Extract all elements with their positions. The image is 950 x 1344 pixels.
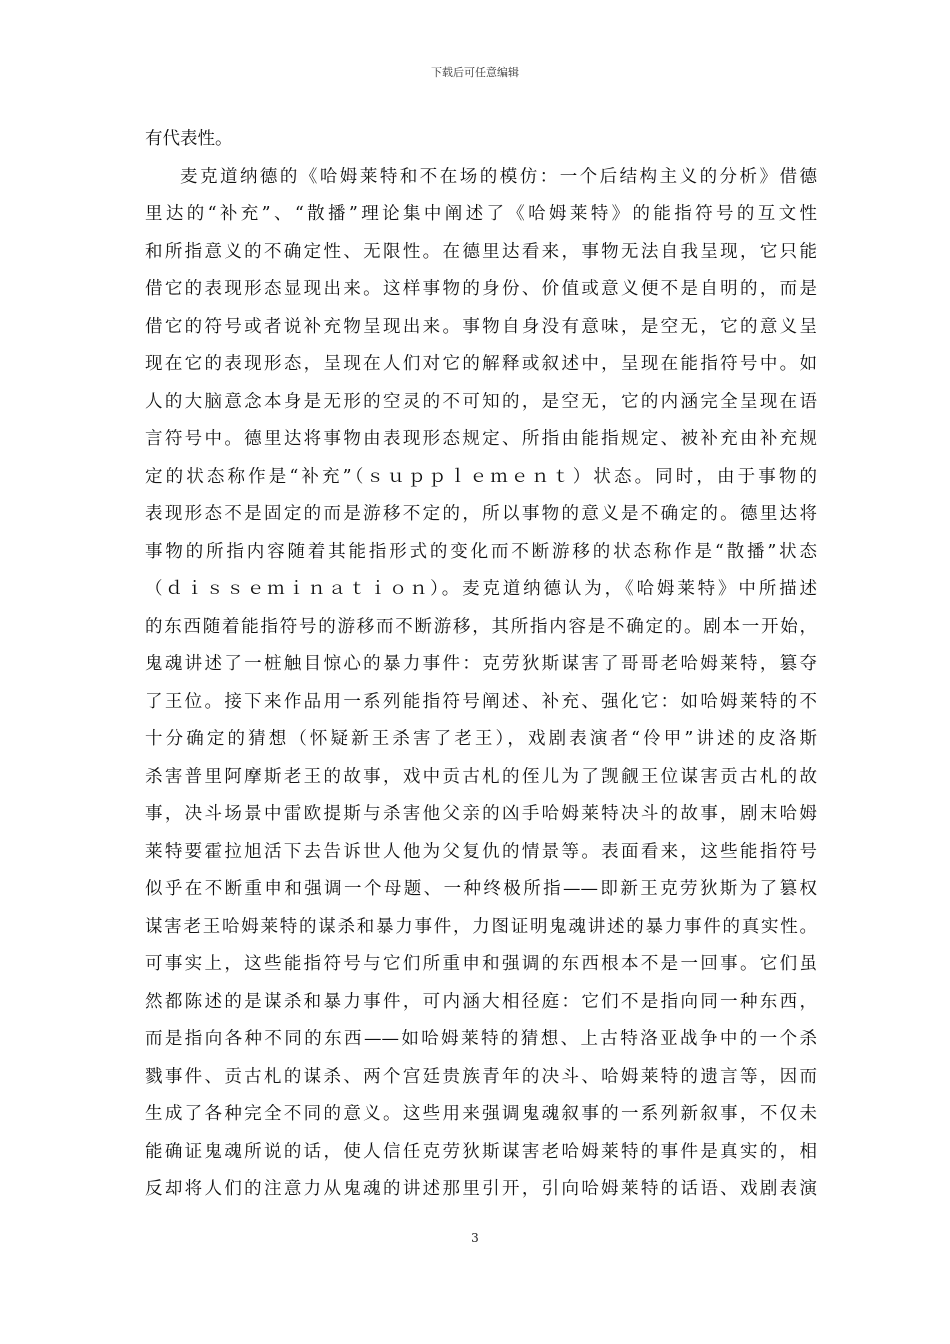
text-line: 里达的“补充”、“散播”理论集中阐述了《哈姆莱特》的能指符号的互文性 xyxy=(145,204,817,224)
text-line: 有代表性。 xyxy=(145,129,233,149)
text-line: 鬼魂讲述了一桩触目惊心的暴力事件：克劳狄斯谋害了哥哥老哈姆莱特，篡夺 xyxy=(145,654,817,674)
text-line: 现在它的表现形态，呈现在人们对它的解释或叙述中，呈现在能指符号中。如 xyxy=(145,354,817,374)
text-line: 莱特要霍拉旭活下去告诉世人他为父复仇的情景等。表面看来，这些能指符号 xyxy=(145,841,817,862)
text-line: 戮事件、贡古札的谋杀、两个宫廷贵族青年的决斗、哈姆莱特的遗言等，因而 xyxy=(145,1066,817,1087)
text-line: 事，决斗场景中雷欧提斯与杀害他父亲的凶手哈姆莱特决斗的故事，剧末哈姆 xyxy=(145,804,817,824)
text-line: 了王位。接下来作品用一系列能指符号阐述、补充、强化它：如哈姆莱特的不 xyxy=(145,691,817,712)
text-line: 杀害普里阿摩斯老王的故事，戏中贡古札的侄儿为了觊觎王位谋害贡古札的故 xyxy=(145,766,817,787)
text-line: 能确证鬼魂所说的话，使人信任克劳狄斯谋害老哈姆莱特的事件是真实的，相 xyxy=(145,1141,817,1162)
text-line: 谋害老王哈姆莱特的谋杀和暴力事件，力图证明鬼魂讲述的暴力事件的真实性。 xyxy=(145,916,817,937)
text-line: 借它的表现形态显现出来。这样事物的身份、价值或意义便不是自明的，而是 xyxy=(145,279,817,299)
text-line: （ｄｉｓｓｅｍｉｎａｔｉｏｎ）。麦克道纳德认为，《哈姆莱特》中所描述 xyxy=(145,579,817,599)
text-line: 表现形态不是固定的而是游移不定的，所以事物的意义是不确定的。德里达将 xyxy=(145,504,817,524)
text-line: 反却将人们的注意力从鬼魂的讲述那里引开，引向哈姆莱特的话语、戏剧表演 xyxy=(145,1179,817,1199)
text-line: 似乎在不断重申和强调一个母题、一种终极所指——即新王克劳狄斯为了篡权 xyxy=(145,879,817,899)
body-text xyxy=(145,121,817,1209)
text-line: 事物的所指内容随着其能指形式的变化而不断游移的状态称作是“散播”状态 xyxy=(145,541,817,562)
text-line: 而是指向各种不同的东西——如哈姆莱特的猜想、上古特洛亚战争中的一个杀 xyxy=(145,1029,817,1049)
text-line: 人的大脑意念本身是无形的空灵的不可知的，是空无，它的内涵完全呈现在语 xyxy=(145,391,817,412)
text-line: 生成了各种完全不同的意义。这些用来强调鬼魂叙事的一系列新叙事，不仅未 xyxy=(145,1104,817,1124)
text-line: 言符号中。德里达将事物由表现形态规定、所指由能指规定、被补充由补充规 xyxy=(145,429,817,449)
text-line: 麦克道纳德的《哈姆莱特和不在场的模仿：一个后结构主义的分析》借德 xyxy=(180,166,817,187)
text-line: 的东西随着能指符号的游移而不断游移，其所指内容是不确定的。剧本一开始， xyxy=(145,616,817,637)
text-line: 可事实上，这些能指符号与它们所重申和强调的东西根本不是一回事。它们虽 xyxy=(145,954,817,974)
page-number: 3 xyxy=(471,1231,479,1245)
text-line: 定的状态称作是“补充”（ｓｕｐｐｌｅｍｅｎｔ）状态。同时，由于事物的 xyxy=(145,466,817,487)
text-line: 然都陈述的是谋杀和暴力事件，可内涵大相径庭：它们不是指向同一种东西， xyxy=(145,991,817,1012)
text-line: 借它的符号或者说补充物呈现出来。事物自身没有意味，是空无，它的意义呈 xyxy=(145,316,817,337)
text-line: 和所指意义的不确定性、无限性。在德里达看来，事物无法自我呈现，它只能 xyxy=(145,241,817,262)
page-header: 下载后可任意编辑 xyxy=(431,66,519,79)
text-line: 十分确定的猜想（怀疑新王杀害了老王），戏剧表演者“伶甲”讲述的皮洛斯 xyxy=(145,729,817,749)
